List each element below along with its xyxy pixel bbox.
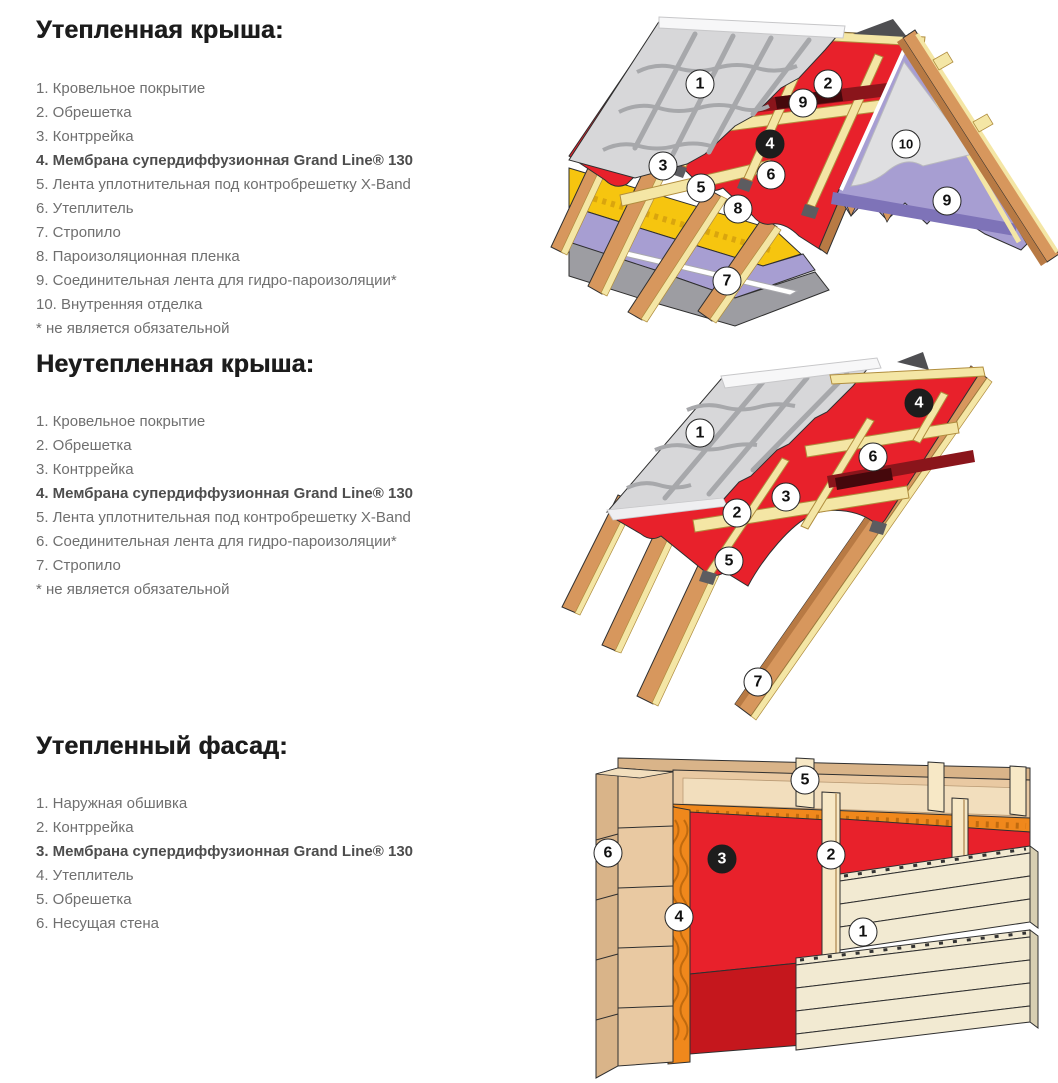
- badge-facade-5: 5: [791, 766, 820, 795]
- layer-item: 7. Стропило: [36, 224, 121, 241]
- layer-item: 4. Утеплитель: [36, 867, 134, 884]
- layer-item: 6. Соединительная лента для гидро-пароизоляции*: [36, 533, 397, 550]
- section-insulated-roof: [36, 16, 566, 341]
- layer-item: 3. Контррейка: [36, 128, 134, 145]
- badge-facade-1: 1: [849, 918, 878, 947]
- section-heading: Неутепленная крыша:: [36, 350, 315, 378]
- layer-list: [36, 410, 566, 602]
- ridge-end-cap: [853, 19, 907, 37]
- layer-item: 7. Стропило: [36, 557, 121, 574]
- layer-item: 2. Обрешетка: [36, 104, 132, 121]
- badge-facade-3: 3: [708, 845, 737, 874]
- badge-roof2-3: 3: [772, 483, 801, 512]
- layer-item: 4. Мембрана супердиффузионная Grand Line® 130: [36, 485, 414, 502]
- badge-roof2-6: 6: [859, 443, 888, 472]
- layer-item: 9. Соединительная лента для гидро-пароизоляции*: [36, 272, 397, 289]
- layer-item: 2. Обрешетка: [36, 437, 132, 454]
- block-wall-column: [596, 768, 673, 1078]
- layer-item: 1. Кровельное покрытие: [36, 80, 206, 97]
- badge-roof2-4: 4: [905, 389, 934, 418]
- badge-facade-6: 6: [594, 839, 623, 868]
- badge-roof1-6: 6: [757, 161, 786, 190]
- layer-list: [36, 77, 566, 341]
- cold-roof-diagram: [575, 348, 1050, 713]
- badge-roof1-10: 10: [892, 130, 921, 159]
- layer-item: 5. Лента уплотнительная под контробрешетку X-Band: [36, 176, 411, 193]
- badge-facade-2: 2: [817, 841, 846, 870]
- badge-roof1-1: 1: [686, 70, 715, 99]
- section-heading: Утепленная крыша:: [36, 16, 284, 44]
- layer-item: 10. Внутренняя отделка: [36, 296, 203, 313]
- layer-item: 3. Контррейка: [36, 461, 134, 478]
- layer-item: 3. Мембрана супердиффузионная Grand Line® 130: [36, 843, 414, 860]
- facade-illustration: [578, 748, 1048, 1078]
- badge-roof1-3: 3: [649, 152, 678, 181]
- footnote: * не является обязательной: [36, 320, 230, 337]
- badge-roof1-8: 8: [724, 195, 753, 224]
- layer-item: 1. Кровельное покрытие: [36, 413, 206, 430]
- section-facade: [36, 732, 566, 936]
- section-cold-roof: [36, 350, 566, 602]
- footnote: * не является обязательной: [36, 581, 230, 598]
- section-heading: Утепленный фасад:: [36, 732, 288, 760]
- ridge-end-cap: [897, 352, 929, 370]
- badge-facade-4: 4: [665, 903, 694, 932]
- insulated-roof-illustration: [575, 8, 1055, 300]
- layer-item: 5. Лента уплотнительная под контробрешетку X-Band: [36, 509, 411, 526]
- layer-item: 6. Утеплитель: [36, 200, 134, 217]
- badge-roof1-7: 7: [713, 267, 742, 296]
- badge-roof1-4: 4: [756, 130, 785, 159]
- badge-roof2-7: 7: [744, 668, 773, 697]
- layer-item: 5. Обрешетка: [36, 891, 132, 908]
- badge-roof1-9b: 9: [933, 187, 962, 216]
- badge-roof1-5: 5: [687, 174, 716, 203]
- layer-item: 6. Несущая стена: [36, 915, 159, 932]
- layer-item: 4. Мембрана супердиффузионная Grand Line® 130: [36, 152, 414, 169]
- layer-item: 8. Пароизоляционная пленка: [36, 248, 240, 265]
- insulated-roof-diagram: [575, 8, 1055, 300]
- badge-roof1-2: 2: [814, 70, 843, 99]
- cold-roof-illustration: [575, 348, 1050, 713]
- layer-item: 2. Контррейка: [36, 819, 134, 836]
- facade-diagram: [578, 748, 1048, 1078]
- badge-roof2-1: 1: [686, 419, 715, 448]
- badge-roof1-9a: 9: [789, 89, 818, 118]
- badge-roof2-2: 2: [723, 499, 752, 528]
- layer-item: 1. Наружная обшивка: [36, 795, 188, 812]
- badge-roof2-5: 5: [715, 547, 744, 576]
- layer-list: [36, 792, 566, 936]
